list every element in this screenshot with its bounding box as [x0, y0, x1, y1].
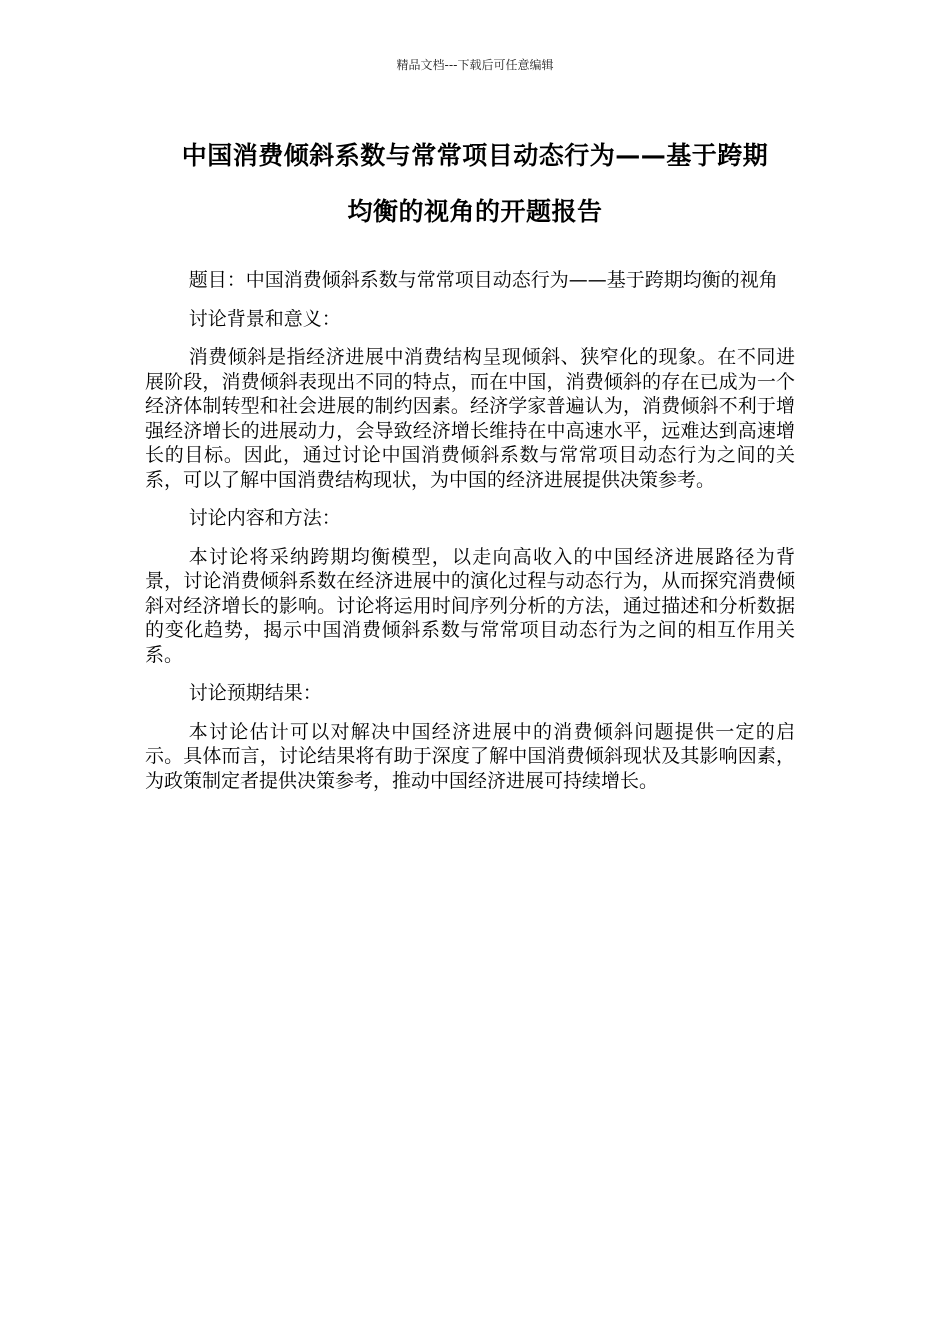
expected-results-paragraph: 本讨论估计可以对解决中国经济进展中的消费倾斜问题提供一定的启示。具体而言，讨论结果将有助于深度了解中国消费倾斜现状及其影响因素，为政策制定者提供决策参考，推动中国经济进展可持续增长。	[145, 720, 795, 792]
content-method-paragraph: 本讨论将采纳跨期均衡模型，以走向高收入的中国经济进展路径为背景，讨论消费倾斜系数在经济进展中的演化过程与动态行为，从而探究消费倾斜对经济增长的影响。讨论将运用时间序列分析的方法，通过描述和分析数据的变化趋势，揭示中国消费倾斜系数与常常项目动态行为之间的相互作用关系。	[145, 545, 795, 666]
document-title	[140, 128, 810, 240]
document-title-line-1: 中国消费倾斜系数与常常项目动态行为——基于跨期	[181, 141, 769, 170]
background-paragraph: 消费倾斜是指经济进展中消费结构呈现倾斜、狭窄化的现象。在不同进展阶段，消费倾斜表现出不同的特点，而在中国，消费倾斜的存在已成为一个经济体制转型和社会进展的制约因素。经济学家普遍认为，消费倾斜不利于增强经济增长的进展动力，会导致经济增长维持在中高速水平，远难达到高速增长的目标。因此，通过讨论中国消费倾斜系数与常常项目动态行为之间的关系，可以了解中国消费结构现状，为中国的经济进展提供决策参考。	[145, 346, 795, 491]
content-method-heading: 讨论内容和方法：	[188, 507, 341, 529]
document-title-line-2: 均衡的视角的开题报告	[347, 197, 603, 226]
expected-results-heading: 讨论预期结果：	[188, 682, 322, 704]
document-body	[145, 268, 795, 807]
page-header-note: 精品文档---下载后可任意编辑	[396, 58, 554, 72]
background-heading: 讨论背景和意义：	[188, 307, 341, 330]
topic-paragraph: 题目：中国消费倾斜系数与常常项目动态行为——基于跨期均衡的视角	[188, 269, 778, 291]
